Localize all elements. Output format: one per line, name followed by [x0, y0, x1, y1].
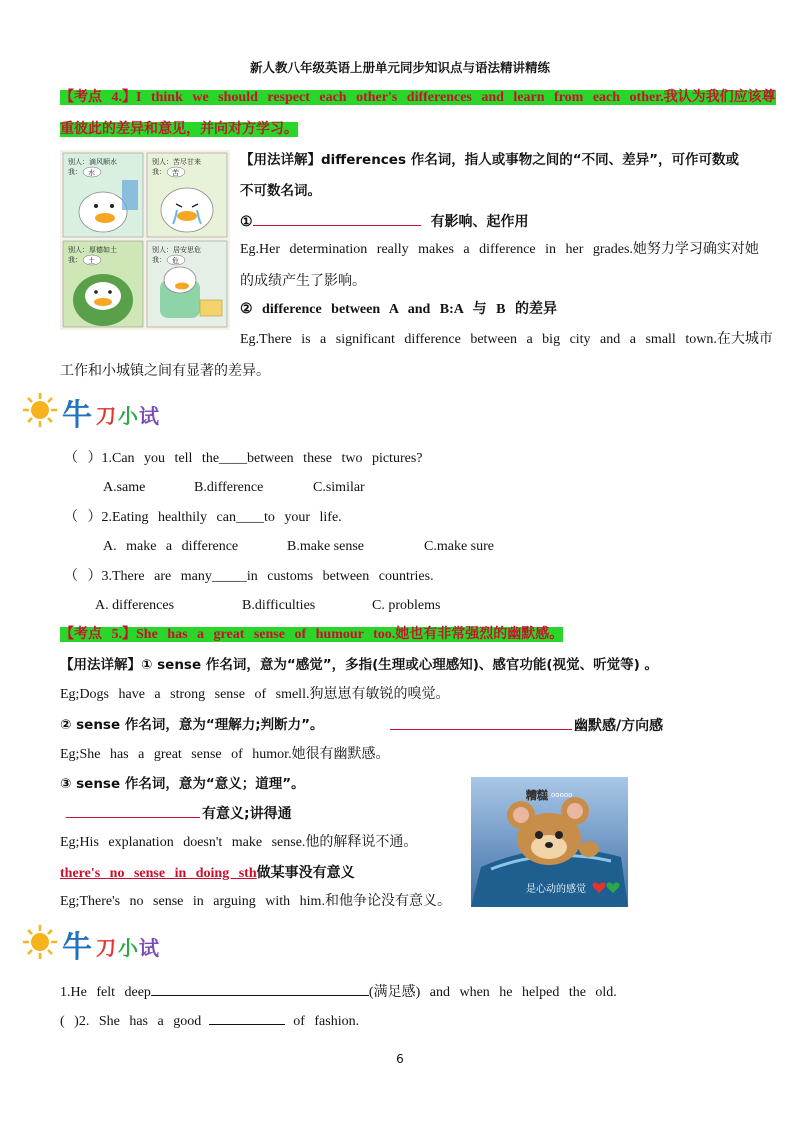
- comic-p1-label1: 别人：滴风顺水: [68, 158, 117, 166]
- quiz1-q3-opt-b: B.difficulties: [242, 598, 316, 613]
- quiz1-q2-opt-c: C.make sure: [424, 539, 494, 554]
- section-title-niudao-2: [22, 922, 159, 965]
- comic-p4-label1: 别人：居安思危: [152, 246, 201, 254]
- quiz1-q2-opt-a: A. make a difference: [103, 539, 239, 554]
- comic-p3-tag: 土: [88, 257, 95, 265]
- comic-p1-tag: 水: [88, 169, 95, 177]
- kp5-phrase-cn: 做某事没有意义: [256, 865, 355, 881]
- comic-p4-label2: 我：: [152, 256, 166, 264]
- kp4-item2: ② difference between A and B:A 与 B 的差异: [240, 302, 557, 317]
- title-char-niu: 牛: [62, 930, 92, 965]
- kp4-item1: [240, 211, 529, 233]
- jerry-meme-svg: [471, 777, 628, 907]
- meme-bottom-text: 是心动的感觉: [526, 884, 586, 895]
- title-char-shi: 试: [139, 936, 159, 960]
- comic-p2-label2: 我：: [152, 168, 166, 176]
- quiz1-q1: （ ）1.Can you tell the____between these two pictures?: [64, 451, 423, 466]
- kp4-usage-line2: 不可数名词。: [240, 183, 321, 199]
- section-title-niudao-1: [22, 390, 159, 433]
- kp4-item1-blank[interactable]: [253, 211, 421, 226]
- quiz1-q1-opt-a: A.same: [103, 480, 146, 495]
- quiz2-q1-blank[interactable]: [151, 981, 369, 996]
- kp4-eg2-line2: 工作和小城镇之间有显著的差异。: [60, 363, 270, 379]
- duck-comic-image: [60, 150, 230, 330]
- jerry-meme-image: [471, 777, 628, 907]
- kp4-eg1-line1: Eg.Her determination really makes a difference in her grades.她努力学习确实对她: [240, 242, 759, 257]
- kp5-usage1: 【用法详解】① sense 作名词，意为“感觉”，多指(生理或心理感知)、感官功能(视觉、听觉等) 。: [60, 657, 658, 673]
- kp4-eg1-line2: 的成绩产生了影响。: [240, 273, 366, 289]
- quiz1-q2-opt-b: B.make sense: [287, 539, 364, 554]
- comic-p2-label1: 别人：苦尽甘来: [152, 158, 201, 166]
- kp4-item1-meaning: 有影响、起作用: [430, 214, 529, 230]
- kp5-eg3: Eg;His explanation doesn't make sense.他的解释说不通。: [60, 835, 418, 850]
- kp5-usage3-fill: [66, 803, 292, 825]
- comic-p3-label2: 我：: [68, 256, 82, 264]
- kp5-phrase-en: there's no sense in doing sth: [60, 866, 257, 881]
- quiz1-q1-opt-b: B.difference: [194, 480, 264, 495]
- quiz2-q1-post: (满足感) and when he helped the old.: [368, 985, 617, 1000]
- duck-comic-svg: [60, 150, 230, 330]
- kp4-heading-2: [60, 120, 298, 140]
- quiz2-q1-pre: 1.He felt deep: [60, 985, 151, 1000]
- quiz1-q3-opt-c: C. problems: [372, 598, 441, 613]
- quiz1-q3: （ ）3.There are many_____in customs between countries.: [64, 569, 434, 584]
- page-number: 6: [396, 1052, 404, 1066]
- kp5-usage3-blank[interactable]: [66, 803, 200, 818]
- quiz2-q1: [60, 981, 617, 1003]
- kp5-usage2-fill: [390, 715, 663, 737]
- comic-p3-label1: 别人：厚德如土: [68, 246, 117, 254]
- kp4-heading-line1: 【考点 4.】I think we should respect each other's differences and learn from each other.我认为我们应该尊: [60, 90, 776, 105]
- kp4-eg2-line1: Eg.There is a significant difference between a big city and a small town.在大城市: [240, 332, 773, 347]
- kp4-usage-line1: 【用法详解】differences 作名词，指人或事物之间的“不同、差异”，可作可数或: [240, 152, 739, 168]
- kp4-item1-num: ①: [240, 215, 253, 230]
- comic-p4-tag: 危: [172, 257, 179, 265]
- title-char-dao: 刀: [96, 936, 116, 960]
- meme-top-dots: ooooo: [551, 791, 573, 799]
- title-char-xiao: 小: [118, 404, 138, 428]
- sun-icon: [22, 392, 58, 428]
- title-char-niu: 牛: [62, 398, 92, 433]
- title-char-xiao: 小: [118, 936, 138, 960]
- kp5-usage2: ② sense 作名词，意为“理解力;判断力”。: [60, 717, 324, 733]
- kp5-usage3: ③ sense 作名词，意为“意义；道理”。: [60, 776, 305, 792]
- quiz2-q2: [60, 1010, 359, 1032]
- kp4-heading: [60, 88, 776, 108]
- kp5-heading-text: 【考点 5.】She has a great sense of humour too.她也有非常强烈的幽默感。: [60, 627, 564, 642]
- quiz1-q3-opt-a: A. differences: [95, 598, 175, 613]
- kp5-eg4: Eg;There's no sense in arguing with him.和他争论没有意义。: [60, 894, 451, 909]
- kp5-eg2: Eg;She has a great sense of humor.她很有幽默感。: [60, 747, 390, 762]
- quiz1-q1-opt-c: C.similar: [313, 480, 365, 495]
- title-char-dao: 刀: [96, 404, 116, 428]
- kp5-usage2-blank[interactable]: [390, 715, 572, 730]
- kp4-heading-line2: 重彼此的差异和意见，并向对方学习。: [60, 122, 298, 137]
- kp5-phrase: [60, 863, 355, 884]
- kp5-heading: [60, 625, 563, 645]
- sun-icon: [22, 924, 58, 960]
- page-header-title: 新人教八年级英语上册单元同步知识点与语法精讲精练: [249, 60, 550, 75]
- comic-p2-tag: 苦: [172, 169, 179, 177]
- comic-p1-label2: 我：: [68, 168, 82, 176]
- quiz1-q2: （ ）2.Eating healthily can____to your life.: [64, 510, 342, 525]
- title-char-shi: 试: [139, 404, 159, 428]
- quiz2-q2-post: of fashion.: [293, 1014, 360, 1029]
- quiz2-q2-pre: ( )2. She has a good: [60, 1014, 202, 1029]
- kp5-usage2-meaning: 幽默感/方向感: [574, 718, 664, 734]
- meme-top-text: 糟糕: [526, 789, 548, 802]
- quiz2-q2-blank[interactable]: [209, 1010, 285, 1025]
- kp5-usage3-meaning: 有意义;讲得通: [202, 806, 292, 822]
- kp5-eg1: Eg;Dogs have a strong sense of smell.狗崽崽有敏锐的嗅觉。: [60, 687, 450, 702]
